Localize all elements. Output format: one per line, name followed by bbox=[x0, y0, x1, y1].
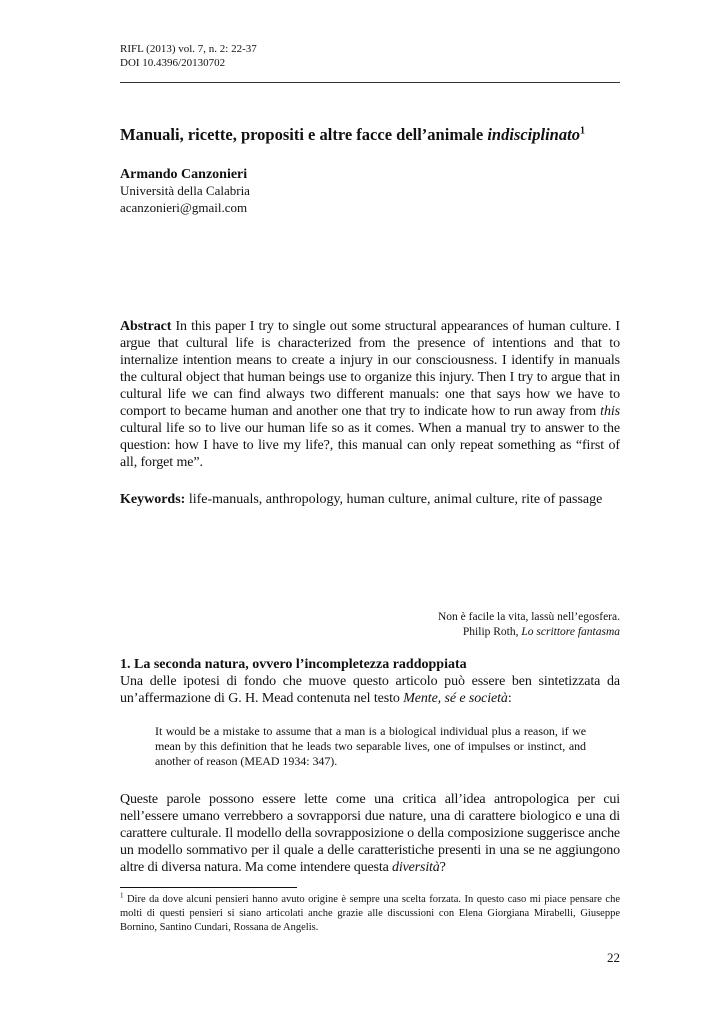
keywords-text: life-manuals, anthropology, human culture, animal culture, rite of passage bbox=[185, 492, 603, 507]
title-footnote-mark[interactable]: 1 bbox=[579, 125, 585, 137]
footnote-mark: 1 bbox=[120, 891, 124, 900]
header-divider bbox=[120, 82, 620, 83]
doi: DOI 10.4396/20130702 bbox=[120, 57, 226, 69]
footnote bbox=[120, 893, 620, 935]
author-email: acanzonieri@gmail.com bbox=[120, 200, 248, 215]
author-affiliation: Università della Calabria bbox=[120, 183, 250, 198]
journal-citation: RIFL (2013) vol. 7, n. 2: 22-37 bbox=[120, 43, 257, 55]
abstract bbox=[120, 318, 620, 471]
block-quote: It would be a mistake to assume that a man is a biological individual plus a reason, if we mean by this definition that he leads two separable lives, one of impulses or instinct, and another of reason (MEAD 1934: 347). bbox=[155, 724, 586, 768]
para2-end: ? bbox=[439, 860, 446, 875]
epigraph bbox=[320, 610, 620, 640]
footnote-text: Dire da dove alcuni pensieri hanno avuto origine è sempre una scelta forzata. In questo caso mi piace pensare che molti di questi pensieri si siano articolati anche grazie alle discussioni con Elena Giorgiana Mirabelli, Giuseppe Bornino, Santino Cundari, Rossana de Angelis. bbox=[120, 894, 620, 933]
para2-text: Queste parole possono essere lette come una critica all’idea antropologica per cui nell’essere umano verrebbero a sovrapporsi due nature, una di carattere biologico e una di carattere culturale. Il modello della sovrapposizione o della composizione suggerisce anche un modello sommativo per il quale a delle caratteristiche presenti in una se ne aggiungono altre di diversa natura. Ma come intendere questa bbox=[120, 792, 620, 875]
section-heading: 1. La seconda natura, ovvero l’incompletezza raddoppiata bbox=[120, 657, 467, 672]
body-paragraph-2 bbox=[120, 791, 620, 876]
page-number: 22 bbox=[607, 950, 620, 965]
epigraph-quote: Non è facile la vita, lassù nell’egosfera. bbox=[437, 611, 620, 623]
para1-italic: Mente, sé e società bbox=[403, 691, 508, 706]
body-paragraph-1 bbox=[120, 673, 620, 707]
epigraph-attribution bbox=[320, 625, 620, 640]
para1-text: Una delle ipotesi di fondo che muove questo articolo può essere ben sintetizzata da un’affermazione di G. H. Mead contenuta nel testo bbox=[120, 674, 620, 706]
epigraph-author: Philip Roth, bbox=[462, 626, 522, 638]
abstract-italic: this bbox=[600, 404, 620, 419]
para2-italic: diversità bbox=[392, 860, 440, 875]
keywords bbox=[120, 491, 620, 508]
abstract-text-end: cultural life so to live our human life so as it comes. When a manual try to answer to the question: how I have to live my life?, this manual can only repeat something as “first of all, forget me”. bbox=[120, 421, 620, 470]
abstract-label: Abstract bbox=[120, 319, 172, 334]
footnote-divider bbox=[120, 887, 297, 888]
article-title bbox=[120, 125, 620, 145]
para1-end: : bbox=[507, 691, 512, 706]
keywords-label: Keywords: bbox=[120, 492, 186, 507]
abstract-text: In this paper I try to single out some structural appearances of human culture. I argue that cultural life is characterized from the presence of intentions and that to internalize intention means to create a injury in our consciousness. I identify in manuals the cultural object that human beings use to organize this injury. Then I try to argue that in cultural life we can find always two different manuals: one that says how we have to comport to became human and another one that try to indicate how to run away from bbox=[120, 319, 620, 419]
title-italic-text: indisciplinato bbox=[487, 125, 580, 144]
epigraph-work: Lo scrittore fantasma bbox=[521, 626, 620, 638]
title-text: Manuali, ricette, propositi e altre facce dell’animale bbox=[120, 125, 488, 144]
paper-page bbox=[120, 0, 620, 1024]
author-name: Armando Canzonieri bbox=[120, 167, 248, 182]
